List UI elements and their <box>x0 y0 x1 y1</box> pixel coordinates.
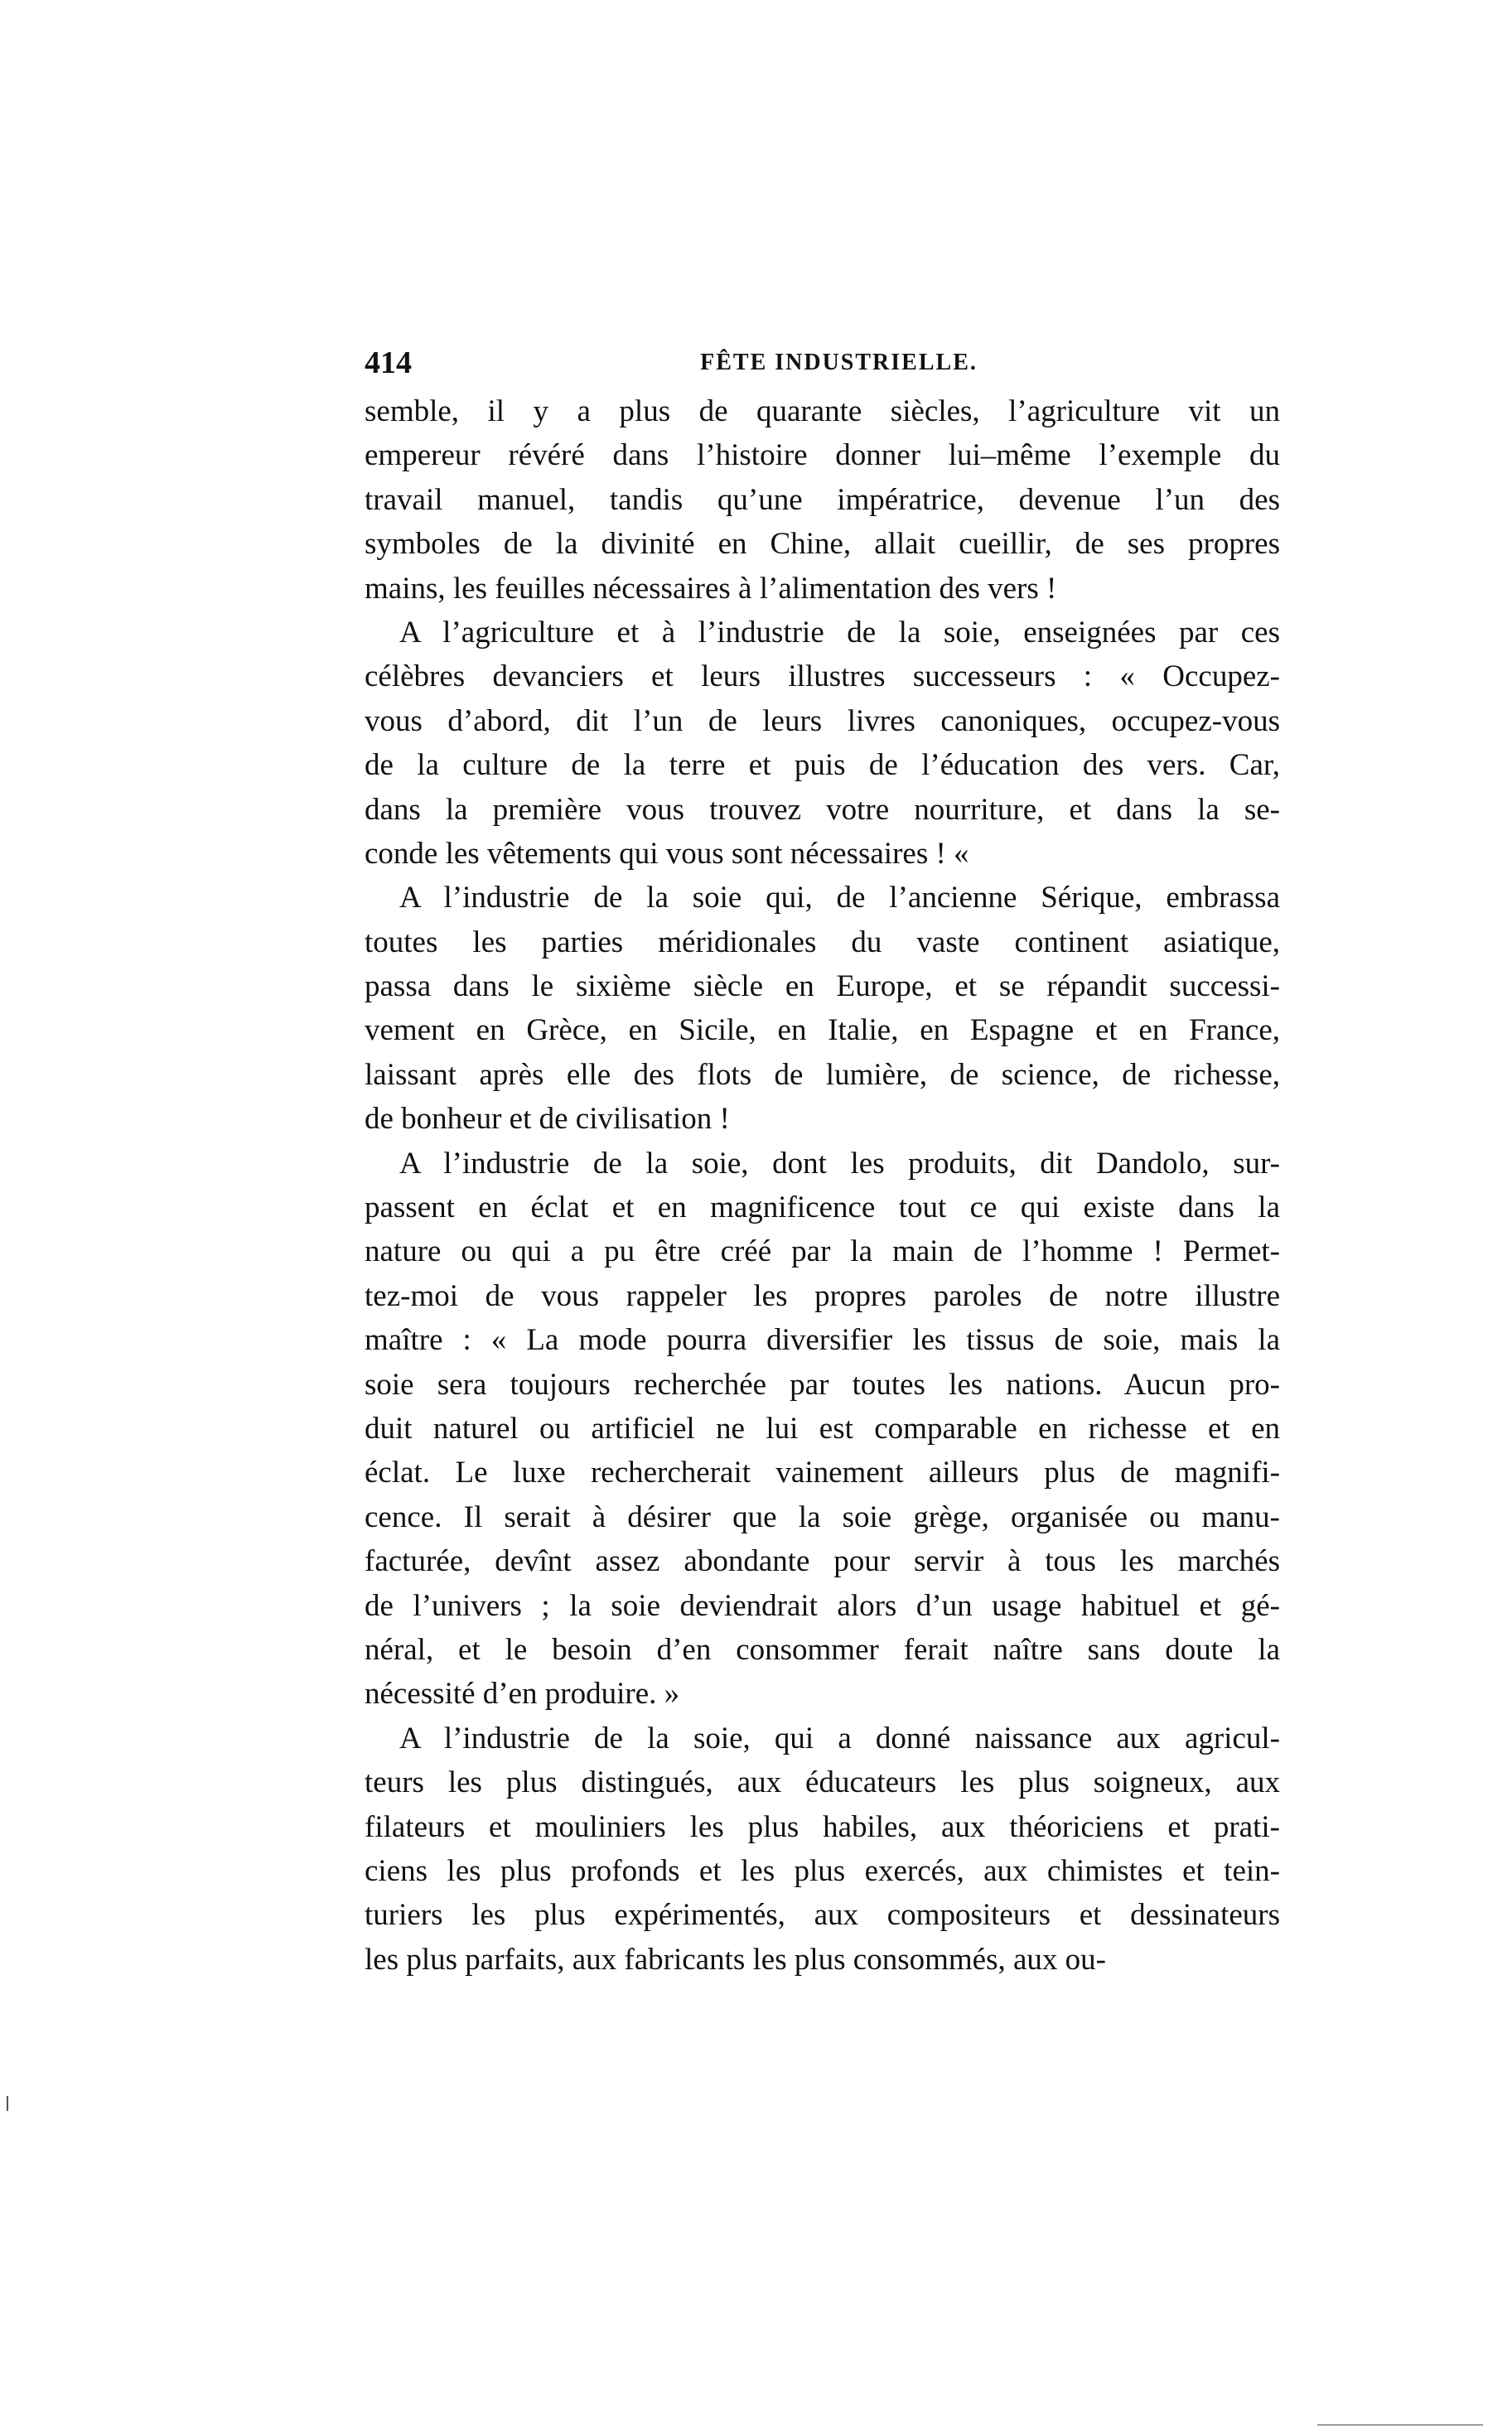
text-line: cence. Il serait à désirer que la soie grège, organisée ou manu- <box>365 1500 1280 1534</box>
text-line: passa dans le sixième siècle en Europe, et se répandit successi- <box>365 969 1280 1004</box>
text-line: travail manuel, tandis qu’une impératrice, devenue l’un des <box>365 482 1280 517</box>
text-line: vement en Grèce, en Sicile, en Italie, en Espagne et en France, <box>365 1013 1280 1048</box>
text-line: empereur révéré dans l’histoire donner lui–même l’exemple du <box>365 438 1280 473</box>
text-line: nécessité d’en produire. » <box>365 1677 680 1712</box>
text-line: facturée, devînt assez abondante pour servir à tous les marchés <box>365 1544 1280 1579</box>
page-header <box>365 345 1280 386</box>
text-line: A l’industrie de la soie qui, de l’ancienne Sérique, embrassa <box>399 881 1280 915</box>
text-line: duit naturel ou artificiel ne lui est comparable en richesse et en <box>365 1411 1280 1446</box>
page-number: 414 <box>365 345 412 380</box>
text-line: éclat. Le luxe rechercherait vainement ailleurs plus de magnifi- <box>365 1456 1280 1490</box>
text-line: teurs les plus distingués, aux éducateurs les plus soigneux, aux <box>365 1765 1280 1800</box>
text-line: A l’industrie de la soie, qui a donné naissance aux agricul- <box>399 1721 1280 1755</box>
scan-mark <box>1317 2424 1483 2426</box>
text-line: conde les vêtements qui vous sont nécessaires ! « <box>365 836 969 871</box>
text-line: les plus parfaits, aux fabricants les plus consommés, aux ou- <box>365 1942 1106 1977</box>
text-line: passent en éclat et en magnificence tout ce qui existe dans la <box>365 1190 1280 1225</box>
text-line: filateurs et mouliniers les plus habiles, aux théoriciens et prati- <box>365 1809 1280 1844</box>
text-line: néral, et le besoin d’en consommer ferait naître sans doute la <box>365 1632 1280 1667</box>
text-line: célèbres devanciers et leurs illustres successeurs : « Occupez- <box>365 659 1280 694</box>
text-line: turiers les plus expérimentés, aux compositeurs et dessinateurs <box>365 1898 1280 1933</box>
text-line: nature ou qui a pu être créé par la main de l’homme ! Permet- <box>365 1234 1280 1269</box>
text-line: soie sera toujours recherchée par toutes les nations. Aucun pro- <box>365 1367 1280 1402</box>
scan-mark <box>7 2096 8 2111</box>
text-line: A l’industrie de la soie, dont les produits, dit Dandolo, sur- <box>399 1146 1280 1181</box>
text-line: mains, les feuilles nécessaires à l’alimentation des vers ! <box>365 571 1057 606</box>
text-line: vous d’abord, dit l’un de leurs livres canoniques, occupez-vous <box>365 703 1280 738</box>
text-line: de l’univers ; la soie deviendrait alors d’un usage habituel et gé- <box>365 1588 1280 1623</box>
running-title: FÊTE INDUSTRIELLE. <box>700 350 978 375</box>
text-line: de la culture de la terre et puis de l’éducation des vers. Car, <box>365 748 1280 783</box>
text-line: de bonheur et de civilisation ! <box>365 1102 730 1137</box>
text-line: toutes les parties méridionales du vaste continent asiatique, <box>365 925 1280 959</box>
body-text <box>365 389 1280 1982</box>
text-line: laissant après elle des flots de lumière, de science, de richesse, <box>365 1057 1280 1092</box>
text-line: dans la première vous trouvez votre nourriture, et dans la se- <box>365 792 1280 827</box>
text-line: A l’agriculture et à l’industrie de la soie, enseignées par ces <box>399 615 1280 650</box>
text-line: maître : « La mode pourra diversifier les tissus de soie, mais la <box>365 1323 1280 1358</box>
text-line: ciens les plus profonds et les plus exercés, aux chimistes et tein- <box>365 1853 1280 1888</box>
text-line: semble, il y a plus de quarante siècles, l’agriculture vit un <box>365 394 1280 428</box>
text-line: tez-moi de vous rappeler les propres paroles de notre illustre <box>365 1278 1280 1313</box>
text-line: symboles de la divinité en Chine, allait cueillir, de ses propres <box>365 527 1280 562</box>
